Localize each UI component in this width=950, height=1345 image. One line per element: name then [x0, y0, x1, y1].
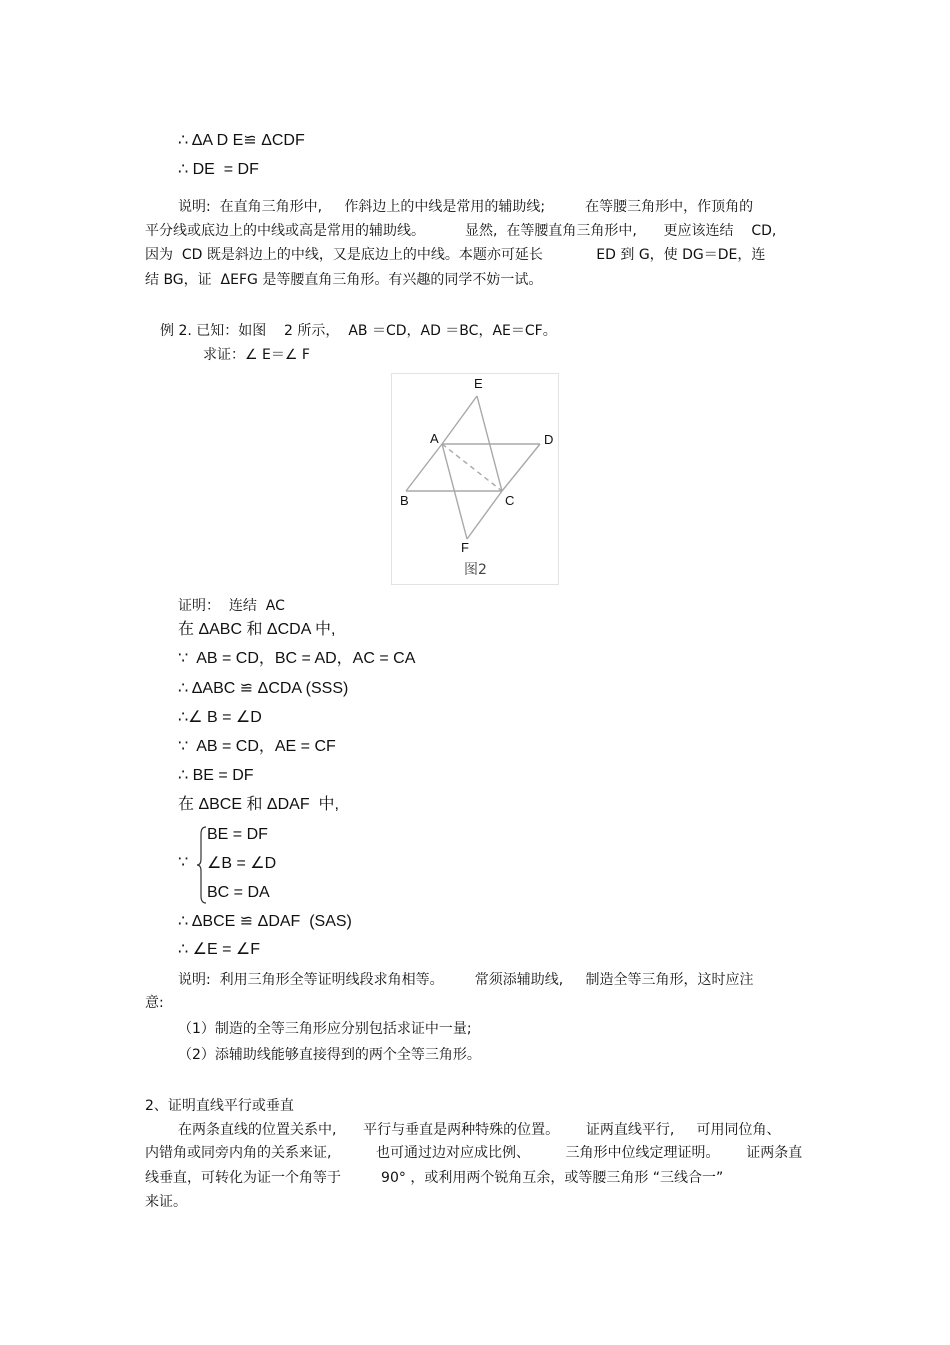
section2-heading: 2、证明直线平行或垂直 [145, 1098, 294, 1114]
label-E: E [474, 376, 483, 391]
label-D: D [544, 432, 554, 447]
system-line-1: BE = DF [207, 826, 268, 843]
section2-line3: 线垂直，可转化为证一个角等于 90° ，或利用两个锐角互余，或等腰三角形 “三线合一” [145, 1170, 724, 1186]
note1-line3: 因为 CD 既是斜边上的中线，又是底边上的中线。本题亦可延长 ED 到 G，使 DG＝DE，连 [145, 247, 766, 263]
section2-line1: 在两条直线的位置关系中, 平行与垂直是两种特殊的位置。 证两直线平行, 可用同位角、 [178, 1122, 781, 1138]
figure-2-diagram [392, 374, 558, 584]
note2-line2: 意: [145, 995, 164, 1011]
proof-line-3: ∵ AB = CD，BC = AD，AC = CA [178, 650, 416, 667]
example2-given: 例 2. 已知：如图 2 所示， AB ＝CD，AD ＝BC，AE＝CF。 [160, 323, 557, 339]
because-symbol: ∵ [178, 854, 189, 871]
note2-item1: （1）制造的全等三角形应分别包括求证中一量; [178, 1021, 472, 1037]
label-B: B [400, 493, 409, 508]
note1-line4: 结 BG，证 ΔEFG 是等腰直角三角形。有兴趣的同学不妨一试。 [145, 272, 543, 288]
segment-AB [406, 444, 442, 491]
note1-line1: 说明: 在直角三角形中, 作斜边上的中线是常用的辅助线; 在等腰三角形中，作顶角的 [178, 199, 754, 215]
segment-DC [502, 444, 540, 491]
conclusion-congruent: ∴ ΔA D E≌ ΔCDF [178, 132, 305, 149]
note2-line1: 说明: 利用三角形全等证明线段求角相等。 常须添辅助线, 制造全等三角形，这时应注 [178, 972, 754, 988]
label-F: F [461, 540, 469, 555]
figure-caption: 图2 [464, 562, 487, 578]
label-C: C [505, 493, 515, 508]
segment-EA [442, 396, 477, 444]
proof-line-7: ∴ BE = DF [178, 767, 254, 784]
system-line-2: ∠B = ∠D [207, 855, 277, 872]
proof-intro: 证明： 连结 AC [178, 598, 285, 614]
proof-line-9: ∴ ΔBCE ≌ ΔDAF (SAS) [178, 913, 352, 930]
proof-line-2: 在 ΔABC 和 ΔCDA 中, [178, 621, 336, 638]
figure-2 [391, 373, 559, 585]
section2-line4: 来证。 [145, 1194, 187, 1210]
example2-prove: 求证：∠ E＝∠ F [203, 347, 310, 363]
proof-line-4: ∴ ΔABC ≌ ΔCDA (SSS) [178, 680, 349, 697]
proof-line-8: 在 ΔBCE 和 ΔDAF 中, [178, 796, 339, 813]
conclusion-equal: ∴ DE = DF [178, 161, 259, 178]
proof-line-10: ∴ ∠E = ∠F [178, 941, 260, 958]
segment-FC [467, 491, 502, 539]
section2-line2: 内错角或同旁内角的关系来证, 也可通过边对应成比例、 三角形中位线定理证明。 证两条直 [145, 1145, 803, 1161]
system-line-3: BC = DA [207, 884, 270, 901]
segment-AC-dashed [442, 444, 502, 491]
label-A: A [430, 431, 439, 446]
note2-item2: （2）添辅助线能够直接得到的两个全等三角形。 [178, 1047, 481, 1063]
proof-line-6: ∵ AB = CD，AE = CF [178, 738, 336, 755]
note1-line2: 平分线或底边上的中线或高是常用的辅助线。 显然, 在等腰直角三角形中, 更应该连结 CD, [145, 223, 777, 239]
proof-line-5: ∴∠ B = ∠D [178, 709, 262, 726]
